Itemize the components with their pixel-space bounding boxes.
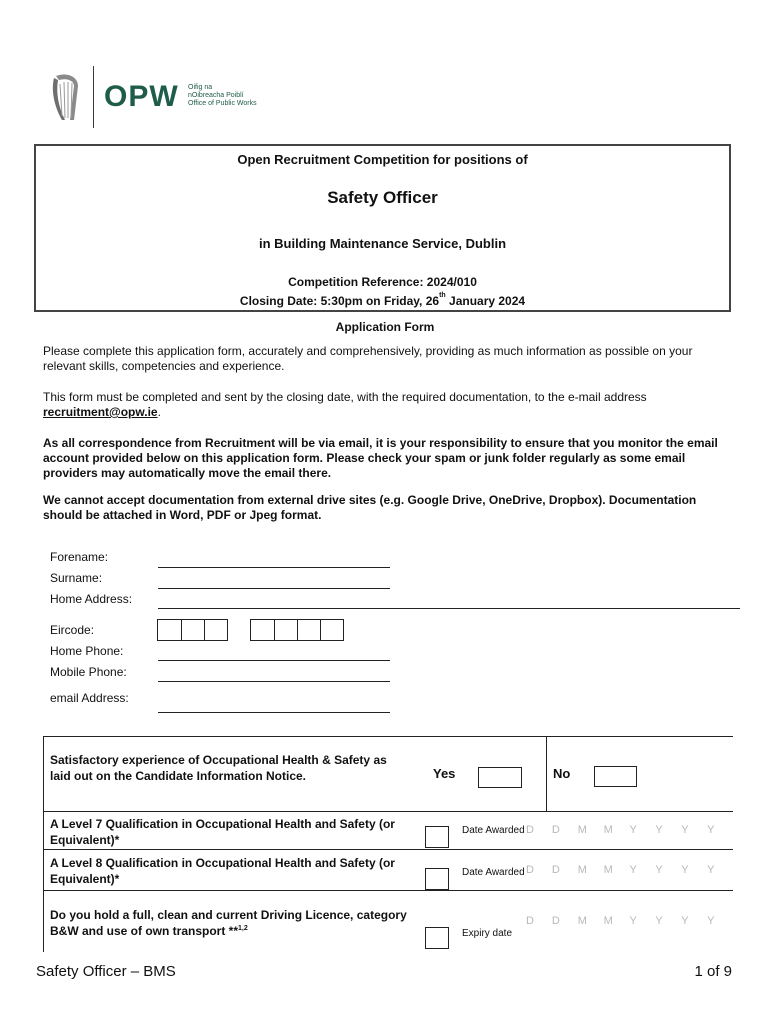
- eircode-label: Eircode:: [50, 623, 95, 637]
- documentation-notice: We cannot accept documentation from external drive sites (e.g. Google Drive, OneDrive, Dropbox). Documentation should be attached in Word, PDF or Jpeg format.: [43, 493, 697, 522]
- no-checkbox[interactable]: [594, 766, 637, 787]
- competition-title-box: [34, 144, 731, 312]
- email-label: email Address:: [50, 691, 129, 705]
- opw-wordmark: OPW: [104, 80, 179, 113]
- question-experience: Satisfactory experience of Occupational Health & Safety as laid out on the Candidate Information Notice.: [50, 753, 387, 783]
- mobile-phone-label: Mobile Phone:: [50, 665, 127, 679]
- competition-reference: Competition Reference: 2024/010: [288, 275, 477, 289]
- eircode-routing-key[interactable]: [157, 619, 228, 641]
- expiry-date-label: Expiry date: [462, 928, 513, 939]
- correspondence-notice: As all correspondence from Recruitment will be via email, it is your responsibility to ensure that you monitor the email account provided below on this application form. Please check your spam or junk folder regularly as some email providers may automatically move the email there.: [43, 436, 718, 480]
- yes-checkbox[interactable]: [478, 767, 522, 788]
- date-awarded-label: Date Awarded: [462, 867, 525, 878]
- mobile-phone-field[interactable]: [158, 681, 390, 682]
- surname-field[interactable]: [158, 588, 390, 589]
- question-level-8: A Level 8 Qualification in Occupational Health and Safety (or Equivalent)*: [50, 856, 395, 886]
- date-awarded-label: Date Awarded: [462, 825, 525, 836]
- table-top-border: [43, 736, 733, 737]
- home-address-field[interactable]: [158, 608, 740, 609]
- level-8-checkbox[interactable]: [425, 868, 449, 890]
- no-label: No: [553, 766, 571, 781]
- forename-field[interactable]: [158, 567, 390, 568]
- eircode-unique-identifier[interactable]: [250, 619, 344, 641]
- home-phone-label: Home Phone:: [50, 644, 124, 658]
- table-divider: [546, 736, 547, 812]
- harp-icon: [50, 72, 82, 124]
- form-heading: Application Form: [335, 320, 435, 334]
- opw-subtitle: Oifig na nOibreacha Poiblí Office of Public Works: [188, 84, 257, 107]
- level-7-date-field[interactable]: D D M M Y Y Y Y: [526, 824, 715, 836]
- recruitment-email-link[interactable]: recruitment@opw.ie: [43, 405, 158, 419]
- footer-document-title: Safety Officer – BMS: [36, 963, 176, 980]
- question-level-7: A Level 7 Qualification in Occupational Health and Safety (or Equivalent)*: [50, 817, 395, 847]
- opw-logo: [50, 66, 280, 128]
- position-title: Safety Officer: [327, 188, 438, 207]
- level-7-checkbox[interactable]: [425, 826, 449, 848]
- closing-date: Closing Date: 5:30pm on Friday, 26th January 2024: [239, 292, 526, 308]
- home-address-label: Home Address:: [50, 592, 133, 606]
- service-location: in Building Maintenance Service, Dublin: [258, 236, 507, 251]
- logo-divider: [93, 66, 94, 128]
- surname-label: Surname:: [50, 571, 103, 585]
- footer-page-number: 1 of 9: [694, 963, 732, 980]
- home-phone-field[interactable]: [158, 660, 390, 661]
- driving-licence-checkbox[interactable]: [425, 927, 449, 949]
- instructions-paragraph: Please complete this application form, accurately and comprehensively, providing as much information as possible on your relevant skills, competencies and experience.: [43, 344, 693, 373]
- level-8-date-field[interactable]: D D M M Y Y Y Y: [526, 864, 715, 876]
- yes-label: Yes: [433, 766, 456, 781]
- licence-expiry-date-field[interactable]: D D M M Y Y Y Y: [526, 915, 715, 927]
- table-left-border: [43, 736, 44, 952]
- competition-intro: Open Recruitment Competition for positions of: [237, 152, 528, 167]
- forename-label: Forename:: [50, 550, 109, 564]
- submission-paragraph: This form must be completed and sent by the closing date, with the required documentation, to the e-mail address recruitment@opw.ie.: [43, 390, 647, 419]
- question-driving-licence: Do you hold a full, clean and current Driving Licence, category B&W and use of own transport **$^{1,2}$: [50, 908, 407, 938]
- email-field[interactable]: [158, 712, 390, 713]
